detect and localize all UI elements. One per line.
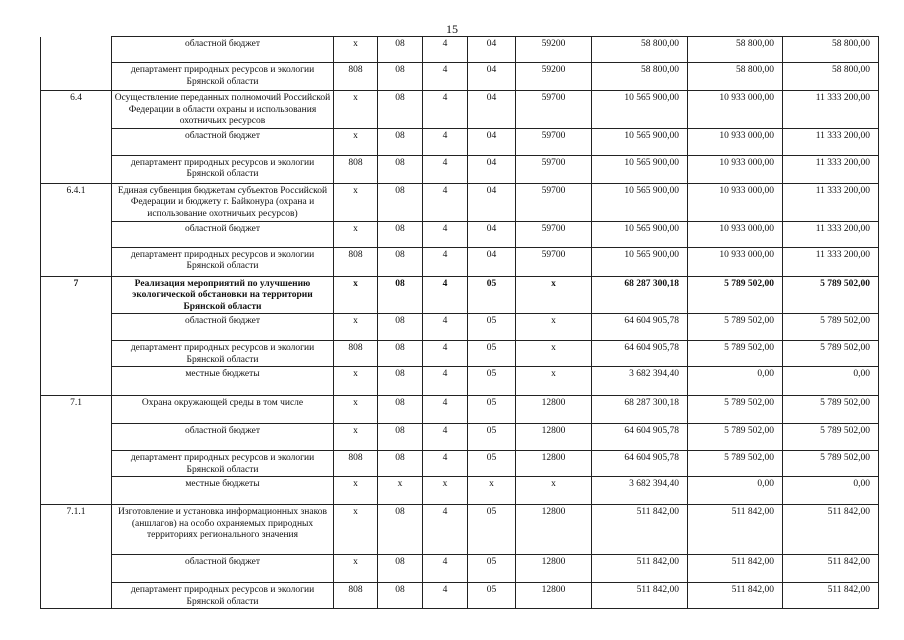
code-section-cell: 08 [378, 396, 423, 424]
code-program-cell: 05 [468, 314, 516, 341]
amount-year3-cell: 5 789 502,00 [783, 276, 879, 314]
amount-year3-cell: 5 789 502,00 [783, 396, 879, 424]
code-direction-cell: 12800 [516, 505, 592, 555]
code-program-cell: 05 [468, 583, 516, 609]
code-direction-cell: х [516, 341, 592, 367]
code-subsection-cell: х [423, 477, 468, 505]
code-admin-cell: х [334, 367, 378, 396]
row-number-cell: 7.1.1 [41, 505, 112, 555]
amount-year1-cell: 10 565 900,00 [592, 91, 688, 129]
code-subsection-cell: 4 [423, 396, 468, 424]
row-name-cell: областной бюджет [112, 314, 334, 341]
table-body [41, 37, 879, 609]
code-program-cell: 04 [468, 247, 516, 276]
amount-year1-cell: 10 565 900,00 [592, 247, 688, 276]
code-direction-cell: х [516, 314, 592, 341]
table-row [41, 396, 879, 424]
code-admin-cell: х [334, 555, 378, 583]
code-section-cell: 08 [378, 183, 423, 221]
code-subsection-cell: 4 [423, 555, 468, 583]
amount-year3-cell: 511 842,00 [783, 555, 879, 583]
code-section-cell: 08 [378, 505, 423, 555]
budget-table [40, 36, 879, 609]
code-program-cell: 04 [468, 128, 516, 155]
row-number-cell [41, 451, 112, 477]
code-admin-cell: х [334, 183, 378, 221]
table-row [41, 555, 879, 583]
code-direction-cell: 59700 [516, 155, 592, 183]
code-section-cell: 08 [378, 314, 423, 341]
table-row [41, 247, 879, 276]
code-admin-cell: х [334, 396, 378, 424]
code-subsection-cell: 4 [423, 247, 468, 276]
code-subsection-cell: 4 [423, 91, 468, 129]
amount-year2-cell: 10 933 000,00 [688, 247, 783, 276]
code-subsection-cell: 4 [423, 314, 468, 341]
amount-year3-cell: 11 333 200,00 [783, 221, 879, 247]
code-section-cell: 08 [378, 583, 423, 609]
code-section-cell: 08 [378, 451, 423, 477]
amount-year2-cell: 5 789 502,00 [688, 341, 783, 367]
row-name-cell: департамент природных ресурсов и экологии Брянской области [112, 63, 334, 91]
code-section-cell: 08 [378, 424, 423, 451]
code-direction-cell: 12800 [516, 583, 592, 609]
amount-year2-cell: 10 933 000,00 [688, 183, 783, 221]
amount-year3-cell: 5 789 502,00 [783, 451, 879, 477]
table-row [41, 63, 879, 91]
amount-year1-cell: 511 842,00 [592, 583, 688, 609]
amount-year2-cell: 5 789 502,00 [688, 276, 783, 314]
row-number-cell [41, 63, 112, 91]
amount-year1-cell: 68 287 300,18 [592, 276, 688, 314]
code-section-cell: 08 [378, 128, 423, 155]
amount-year2-cell: 10 933 000,00 [688, 128, 783, 155]
amount-year2-cell: 58 800,00 [688, 63, 783, 91]
amount-year1-cell: 58 800,00 [592, 37, 688, 63]
code-program-cell: 05 [468, 396, 516, 424]
row-number-cell [41, 155, 112, 183]
row-number-cell [41, 555, 112, 583]
code-section-cell: 08 [378, 37, 423, 63]
code-program-cell: 05 [468, 451, 516, 477]
amount-year2-cell: 10 933 000,00 [688, 91, 783, 129]
table-row [41, 367, 879, 396]
amount-year1-cell: 64 604 905,78 [592, 424, 688, 451]
code-admin-cell: х [334, 91, 378, 129]
amount-year3-cell: 11 333 200,00 [783, 155, 879, 183]
amount-year1-cell: 10 565 900,00 [592, 221, 688, 247]
code-direction-cell: 59700 [516, 247, 592, 276]
row-number-cell: 7.1 [41, 396, 112, 424]
table-row [41, 155, 879, 183]
amount-year1-cell: 58 800,00 [592, 63, 688, 91]
code-section-cell: 08 [378, 221, 423, 247]
code-program-cell: 04 [468, 183, 516, 221]
code-subsection-cell: 4 [423, 128, 468, 155]
amount-year1-cell: 10 565 900,00 [592, 128, 688, 155]
code-subsection-cell: 4 [423, 276, 468, 314]
row-name-cell: департамент природных ресурсов и экологии Брянской области [112, 451, 334, 477]
code-section-cell: 08 [378, 341, 423, 367]
code-program-cell: 05 [468, 276, 516, 314]
amount-year3-cell: 0,00 [783, 477, 879, 505]
table-row [41, 91, 879, 129]
row-number-cell [41, 314, 112, 341]
row-name-cell: областной бюджет [112, 128, 334, 155]
code-direction-cell: 59700 [516, 183, 592, 221]
amount-year1-cell: 3 682 394,40 [592, 477, 688, 505]
amount-year2-cell: 5 789 502,00 [688, 424, 783, 451]
row-name-cell: местные бюджеты [112, 477, 334, 505]
code-direction-cell: 12800 [516, 555, 592, 583]
amount-year1-cell: 10 565 900,00 [592, 155, 688, 183]
row-number-cell: 6.4.1 [41, 183, 112, 221]
code-section-cell: 08 [378, 63, 423, 91]
code-program-cell: 04 [468, 155, 516, 183]
code-subsection-cell: 4 [423, 583, 468, 609]
code-subsection-cell: 4 [423, 37, 468, 63]
code-program-cell: х [468, 477, 516, 505]
row-number-cell [41, 583, 112, 609]
amount-year2-cell: 58 800,00 [688, 37, 783, 63]
row-name-cell: Осуществление переданных полномочий Российской Федерации в области охраны и использования охотничьих ресурсов [112, 91, 334, 129]
amount-year2-cell: 10 933 000,00 [688, 155, 783, 183]
code-subsection-cell: 4 [423, 451, 468, 477]
table-row [41, 221, 879, 247]
row-name-cell: Единая субвенция бюджетам субъектов Российской Федерации и бюджету г. Байконура (охрана и использование охотничьих ресурсов) [112, 183, 334, 221]
amount-year1-cell: 3 682 394,40 [592, 367, 688, 396]
code-program-cell: 04 [468, 63, 516, 91]
amount-year3-cell: 5 789 502,00 [783, 424, 879, 451]
row-name-cell: департамент природных ресурсов и экологии Брянской области [112, 247, 334, 276]
code-direction-cell: 59700 [516, 221, 592, 247]
code-admin-cell: 808 [334, 451, 378, 477]
row-name-cell: Изготовление и установка информационных знаков (аншлагов) на особо охраняемых природных территориях регионального значения [112, 505, 334, 555]
code-direction-cell: 12800 [516, 396, 592, 424]
code-admin-cell: х [334, 424, 378, 451]
amount-year1-cell: 64 604 905,78 [592, 451, 688, 477]
code-program-cell: 05 [468, 367, 516, 396]
code-section-cell: 08 [378, 247, 423, 276]
code-direction-cell: х [516, 367, 592, 396]
row-number-cell [41, 221, 112, 247]
amount-year1-cell: 10 565 900,00 [592, 183, 688, 221]
code-program-cell: 05 [468, 555, 516, 583]
code-program-cell: 05 [468, 341, 516, 367]
code-admin-cell: х [334, 128, 378, 155]
code-direction-cell: х [516, 477, 592, 505]
amount-year3-cell: 11 333 200,00 [783, 91, 879, 129]
code-direction-cell: 59700 [516, 91, 592, 129]
table-row [41, 37, 879, 63]
row-name-cell: департамент природных ресурсов и экологии Брянской области [112, 583, 334, 609]
code-direction-cell: 59700 [516, 128, 592, 155]
amount-year2-cell: 10 933 000,00 [688, 221, 783, 247]
code-admin-cell: 808 [334, 341, 378, 367]
code-subsection-cell: 4 [423, 424, 468, 451]
code-section-cell: 08 [378, 276, 423, 314]
amount-year2-cell: 5 789 502,00 [688, 314, 783, 341]
code-admin-cell: 808 [334, 247, 378, 276]
page-number: 15 [446, 22, 458, 36]
amount-year3-cell: 11 333 200,00 [783, 247, 879, 276]
code-admin-cell: х [334, 314, 378, 341]
row-number-cell [41, 37, 112, 63]
code-admin-cell: х [334, 505, 378, 555]
amount-year2-cell: 511 842,00 [688, 583, 783, 609]
code-admin-cell: 808 [334, 63, 378, 91]
table-row [41, 341, 879, 367]
table-row [41, 505, 879, 555]
code-admin-cell: 808 [334, 583, 378, 609]
amount-year1-cell: 68 287 300,18 [592, 396, 688, 424]
code-admin-cell: х [334, 37, 378, 63]
code-admin-cell: х [334, 221, 378, 247]
code-direction-cell: х [516, 276, 592, 314]
code-program-cell: 05 [468, 424, 516, 451]
row-name-cell: областной бюджет [112, 555, 334, 583]
code-subsection-cell: 4 [423, 155, 468, 183]
row-name-cell: областной бюджет [112, 221, 334, 247]
code-program-cell: 04 [468, 221, 516, 247]
row-name-cell: департамент природных ресурсов и экологии Брянской области [112, 341, 334, 367]
amount-year2-cell: 511 842,00 [688, 555, 783, 583]
code-program-cell: 04 [468, 37, 516, 63]
table-row [41, 583, 879, 609]
row-name-cell: Реализация мероприятий по улучшению экологической обстановки на территории Брянской области [112, 276, 334, 314]
code-section-cell: 08 [378, 91, 423, 129]
row-number-cell [41, 367, 112, 396]
amount-year3-cell: 58 800,00 [783, 37, 879, 63]
amount-year3-cell: 11 333 200,00 [783, 183, 879, 221]
amount-year3-cell: 511 842,00 [783, 505, 879, 555]
table-row [41, 183, 879, 221]
amount-year3-cell: 58 800,00 [783, 63, 879, 91]
row-number-cell [41, 247, 112, 276]
code-admin-cell: 808 [334, 155, 378, 183]
table-row [41, 424, 879, 451]
row-name-cell: местные бюджеты [112, 367, 334, 396]
amount-year3-cell: 511 842,00 [783, 583, 879, 609]
code-direction-cell: 12800 [516, 451, 592, 477]
row-number-cell: 7 [41, 276, 112, 314]
code-section-cell: 08 [378, 367, 423, 396]
row-number-cell: 6.4 [41, 91, 112, 129]
amount-year1-cell: 511 842,00 [592, 555, 688, 583]
table-row [41, 477, 879, 505]
amount-year1-cell: 64 604 905,78 [592, 341, 688, 367]
amount-year2-cell: 511 842,00 [688, 505, 783, 555]
amount-year1-cell: 64 604 905,78 [592, 314, 688, 341]
code-subsection-cell: 4 [423, 183, 468, 221]
table-row [41, 314, 879, 341]
amount-year3-cell: 0,00 [783, 367, 879, 396]
code-admin-cell: х [334, 276, 378, 314]
code-direction-cell: 12800 [516, 424, 592, 451]
table-row [41, 276, 879, 314]
amount-year1-cell: 511 842,00 [592, 505, 688, 555]
code-subsection-cell: 4 [423, 341, 468, 367]
row-number-cell [41, 424, 112, 451]
row-name-cell: департамент природных ресурсов и экологии Брянской области [112, 155, 334, 183]
amount-year2-cell: 5 789 502,00 [688, 451, 783, 477]
row-number-cell [41, 477, 112, 505]
row-number-cell [41, 341, 112, 367]
code-admin-cell: х [334, 477, 378, 505]
amount-year3-cell: 5 789 502,00 [783, 314, 879, 341]
code-section-cell: х [378, 477, 423, 505]
amount-year2-cell: 5 789 502,00 [688, 396, 783, 424]
row-name-cell: Охрана окружающей среды в том числе [112, 396, 334, 424]
code-subsection-cell: 4 [423, 367, 468, 396]
row-name-cell: областной бюджет [112, 424, 334, 451]
amount-year3-cell: 5 789 502,00 [783, 341, 879, 367]
code-section-cell: 08 [378, 155, 423, 183]
amount-year2-cell: 0,00 [688, 477, 783, 505]
table-row [41, 128, 879, 155]
code-section-cell: 08 [378, 555, 423, 583]
code-direction-cell: 59200 [516, 37, 592, 63]
code-direction-cell: 59200 [516, 63, 592, 91]
row-number-cell [41, 128, 112, 155]
code-subsection-cell: 4 [423, 505, 468, 555]
table-row [41, 451, 879, 477]
code-program-cell: 05 [468, 505, 516, 555]
amount-year3-cell: 11 333 200,00 [783, 128, 879, 155]
code-program-cell: 04 [468, 91, 516, 129]
row-name-cell: областной бюджет [112, 37, 334, 63]
amount-year2-cell: 0,00 [688, 367, 783, 396]
code-subsection-cell: 4 [423, 63, 468, 91]
code-subsection-cell: 4 [423, 221, 468, 247]
